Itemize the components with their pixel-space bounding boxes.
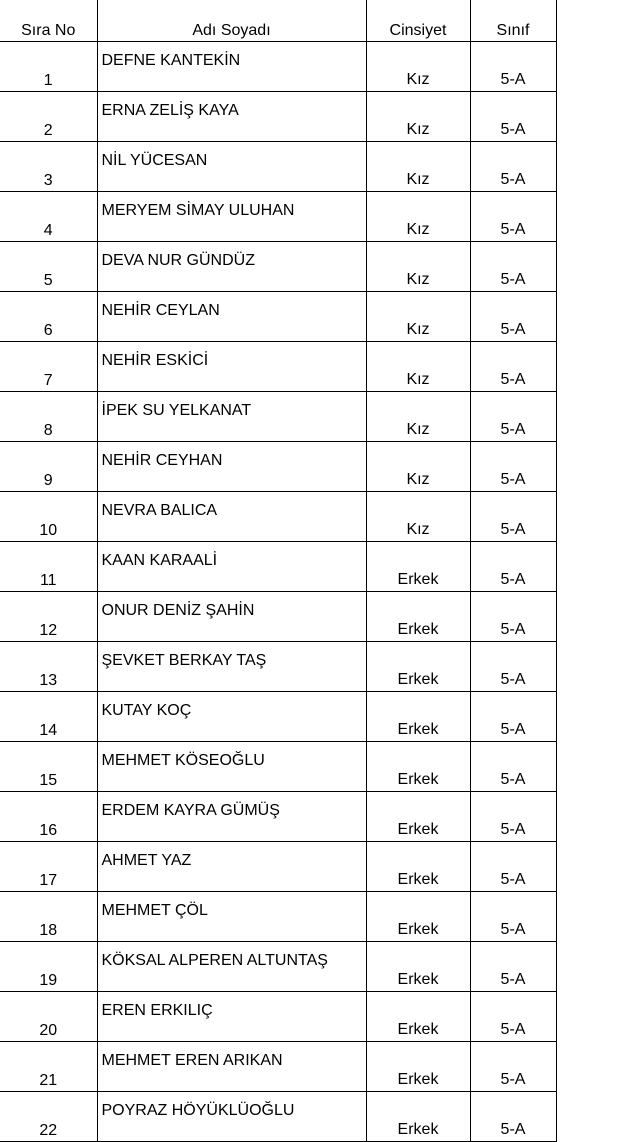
row-number-cell: 16	[0, 792, 97, 842]
gender-cell: Erkek	[366, 1042, 470, 1092]
table-header	[0, 0, 556, 42]
student-name-cell: KUTAY KOÇ	[97, 692, 366, 742]
class-cell: 5-A	[470, 542, 556, 592]
table-row	[0, 42, 556, 92]
row-number-cell: 9	[0, 442, 97, 492]
row-number-cell: 12	[0, 592, 97, 642]
row-number-cell: 10	[0, 492, 97, 542]
table-row	[0, 692, 556, 742]
table-row	[0, 542, 556, 592]
row-number-cell: 13	[0, 642, 97, 692]
gender-cell: Kız	[366, 42, 470, 92]
gender-cell: Erkek	[366, 692, 470, 742]
row-number-cell: 11	[0, 542, 97, 592]
row-number-cell: 4	[0, 192, 97, 242]
row-number-cell: 8	[0, 392, 97, 442]
gender-cell: Erkek	[366, 892, 470, 942]
table-row	[0, 592, 556, 642]
student-name-cell: ERNA ZELİŞ KAYA	[97, 92, 366, 142]
class-cell: 5-A	[470, 992, 556, 1042]
gender-cell: Kız	[366, 342, 470, 392]
gender-cell: Erkek	[366, 842, 470, 892]
row-number-cell: 6	[0, 292, 97, 342]
class-cell: 5-A	[470, 642, 556, 692]
row-number-cell: 18	[0, 892, 97, 942]
gender-cell: Kız	[366, 292, 470, 342]
gender-cell: Kız	[366, 92, 470, 142]
student-name-cell: NİL YÜCESAN	[97, 142, 366, 192]
row-number-cell: 15	[0, 742, 97, 792]
student-name-cell: ŞEVKET BERKAY TAŞ	[97, 642, 366, 692]
student-name-cell: NEVRA BALICA	[97, 492, 366, 542]
row-number-cell: 20	[0, 992, 97, 1042]
row-number-cell: 19	[0, 942, 97, 992]
class-cell: 5-A	[470, 1042, 556, 1092]
gender-cell: Erkek	[366, 592, 470, 642]
table-row	[0, 142, 556, 192]
class-cell: 5-A	[470, 1092, 556, 1142]
class-cell: 5-A	[470, 692, 556, 742]
table-row	[0, 1042, 556, 1092]
row-number-cell: 14	[0, 692, 97, 742]
class-cell: 5-A	[470, 142, 556, 192]
student-name-cell: İPEK SU YELKANAT	[97, 392, 366, 442]
class-cell: 5-A	[470, 342, 556, 392]
header-row-number: Sıra No	[0, 0, 97, 42]
student-name-cell: NEHİR CEYHAN	[97, 442, 366, 492]
student-name-cell: MEHMET EREN ARIKAN	[97, 1042, 366, 1092]
student-name-cell: NEHİR CEYLAN	[97, 292, 366, 342]
table-row	[0, 492, 556, 542]
gender-cell: Kız	[366, 242, 470, 292]
row-number-cell: 21	[0, 1042, 97, 1092]
gender-cell: Erkek	[366, 742, 470, 792]
table-row	[0, 992, 556, 1042]
student-name-cell: POYRAZ HÖYÜKLÜOĞLU	[97, 1092, 366, 1142]
row-number-cell: 1	[0, 42, 97, 92]
class-cell: 5-A	[470, 42, 556, 92]
student-name-cell: DEFNE KANTEKİN	[97, 42, 366, 92]
gender-cell: Kız	[366, 492, 470, 542]
student-name-cell: ONUR DENİZ ŞAHİN	[97, 592, 366, 642]
header-gender: Cinsiyet	[366, 0, 470, 42]
header-class: Sınıf	[470, 0, 556, 42]
gender-cell: Erkek	[366, 792, 470, 842]
row-number-cell: 5	[0, 242, 97, 292]
gender-cell: Kız	[366, 192, 470, 242]
table-row	[0, 392, 556, 442]
table-row	[0, 192, 556, 242]
student-name-cell: MEHMET KÖSEOĞLU	[97, 742, 366, 792]
student-name-cell: NEHİR ESKİCİ	[97, 342, 366, 392]
gender-cell: Erkek	[366, 542, 470, 592]
header-row	[0, 0, 556, 42]
class-cell: 5-A	[470, 742, 556, 792]
table-row	[0, 292, 556, 342]
class-cell: 5-A	[470, 592, 556, 642]
class-cell: 5-A	[470, 192, 556, 242]
student-name-cell: KAAN KARAALİ	[97, 542, 366, 592]
class-cell: 5-A	[470, 292, 556, 342]
class-cell: 5-A	[470, 842, 556, 892]
table-row	[0, 442, 556, 492]
table-row	[0, 342, 556, 392]
class-cell: 5-A	[470, 492, 556, 542]
class-cell: 5-A	[470, 892, 556, 942]
student-name-cell: EREN ERKILIÇ	[97, 992, 366, 1042]
gender-cell: Erkek	[366, 1092, 470, 1142]
table-row	[0, 92, 556, 142]
class-cell: 5-A	[470, 92, 556, 142]
row-number-cell: 17	[0, 842, 97, 892]
table-row	[0, 842, 556, 892]
row-number-cell: 7	[0, 342, 97, 392]
student-name-cell: AHMET YAZ	[97, 842, 366, 892]
table-row	[0, 892, 556, 942]
student-name-cell: ERDEM KAYRA GÜMÜŞ	[97, 792, 366, 842]
table-row	[0, 642, 556, 692]
row-number-cell: 22	[0, 1092, 97, 1142]
class-cell: 5-A	[470, 942, 556, 992]
student-name-cell: MEHMET ÇÖL	[97, 892, 366, 942]
table-row	[0, 942, 556, 992]
gender-cell: Erkek	[366, 942, 470, 992]
table-body	[0, 42, 556, 1142]
student-name-cell: MERYEM SİMAY ULUHAN	[97, 192, 366, 242]
table-row	[0, 242, 556, 292]
student-name-cell: DEVA NUR GÜNDÜZ	[97, 242, 366, 292]
student-name-cell: KÖKSAL ALPEREN ALTUNTAŞ	[97, 942, 366, 992]
row-number-cell: 2	[0, 92, 97, 142]
gender-cell: Kız	[366, 392, 470, 442]
class-cell: 5-A	[470, 792, 556, 842]
header-full-name: Adı Soyadı	[97, 0, 366, 42]
table-row	[0, 792, 556, 842]
class-cell: 5-A	[470, 242, 556, 292]
table-row	[0, 742, 556, 792]
gender-cell: Erkek	[366, 992, 470, 1042]
gender-cell: Kız	[366, 142, 470, 192]
class-cell: 5-A	[470, 442, 556, 492]
gender-cell: Kız	[366, 442, 470, 492]
row-number-cell: 3	[0, 142, 97, 192]
gender-cell: Erkek	[366, 642, 470, 692]
table-row	[0, 1092, 556, 1142]
class-cell: 5-A	[470, 392, 556, 442]
